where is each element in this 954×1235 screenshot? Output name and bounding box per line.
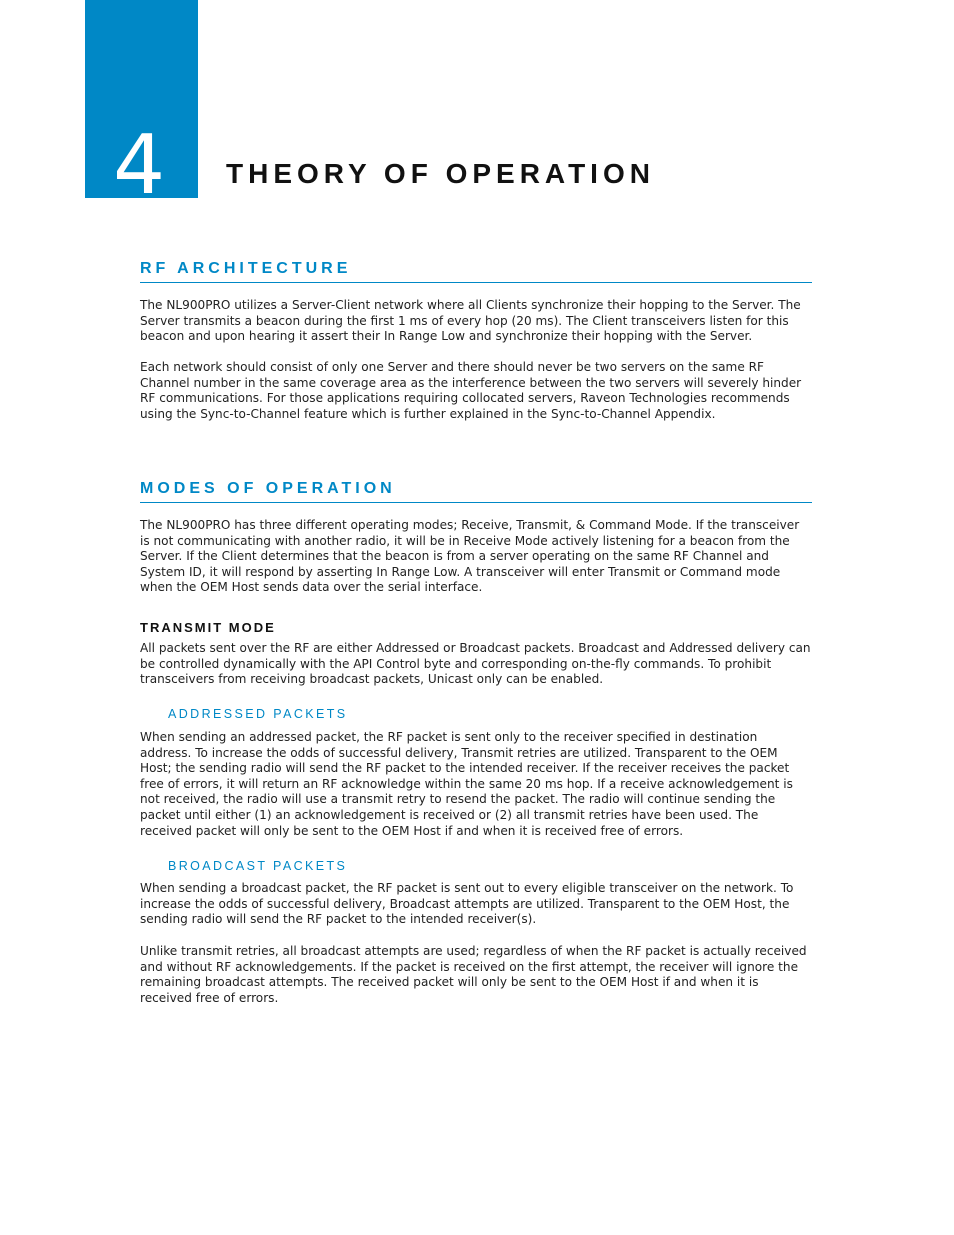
- section-heading-modes-of-operation: MODES OF OPERATION: [140, 480, 812, 503]
- paragraph-modes-of-operation-1: The NL900PRO has three different operating modes; Receive, Transmit, & Command Mode. If the transceiver is not communicating with another radio, it will be in Receive Mode actively listening for a beacon from the Server. If the Client determines that the beacon is from a server operating on the same RF Channel and System ID, it will respond by asserting In Range Low. A transceiver will enter Transmit or Command mode when the OEM Host sends data over the serial interface.: [140, 518, 800, 595]
- paragraph-broadcast-packets-2: Unlike transmit retries, all broadcast attempts are used; regardless of when the RF packet is actually received and without RF acknowledgements. If the packet is received on the first attempt, the receiver will ignore the remaining broadcast attempts. The received packet will only be sent to the OEM Host if and when it is received free of errors.: [140, 944, 807, 1005]
- subsubsection-heading-broadcast-packets: BROADCAST PACKETS: [168, 859, 348, 873]
- paragraph-transmit-mode-1: All packets sent over the RF are either Addressed or Broadcast packets. Broadcast and Addressed delivery can be controlled dynamically with the API Control byte and corresponding on-the-fly commands. To prohibit transceivers from receiving broadcast packets, Unicast only can be enabled.: [140, 641, 811, 687]
- chapter-title: THEORY OF OPERATION: [226, 158, 655, 189]
- chapter-number: 4: [113, 118, 164, 213]
- subsection-heading-transmit-mode: TRANSMIT MODE: [140, 620, 276, 635]
- paragraph-broadcast-packets-1: When sending a broadcast packet, the RF packet is sent out to every eligible transceiver on the network. To increase the odds of successful delivery, Broadcast attempts are utilized. Transparent to the OEM Host, the sending radio will send the RF packet to the intended receiver(s).: [140, 881, 794, 927]
- paragraph-rf-architecture-1: The NL900PRO utilizes a Server-Client network where all Clients synchronize their hopping to the Server. The Server transmits a beacon during the first 1 ms of every hop (20 ms). The Client transceivers listen for this beacon and upon hearing it assert their In Range Low and synchronize their hopping with the Server.: [140, 298, 801, 344]
- paragraph-rf-architecture-2: Each network should consist of only one Server and there should never be two servers on the same RF Channel number in the same coverage area as the interference between the two servers will severely hinder RF communications. For those applications requiring collocated servers, Raveon Technologies recommends using the Sync-to-Channel feature which is further explained in the Sync-to-Channel Appendix.: [140, 360, 802, 421]
- paragraph-addressed-packets-1: When sending an addressed packet, the RF packet is sent only to the receiver specified in destination address. To increase the odds of successful delivery, Transmit retries are utilized. Transparent to the OEM Host; the sending radio will send the RF packet to the intended receiver. If the receiver receives the packet free of errors, it will return an RF acknowledge within the same 20 ms hop. If a receive acknowledgement is not received, the radio will use a transmit retry to resend the packet. The radio will continue sending the packet until either (1) an acknowledgement is received or (2) all transmit retries have been used. The received packet will only be sent to the OEM Host if and when it is received free of errors.: [140, 730, 793, 838]
- subsubsection-heading-addressed-packets: ADDRESSED PACKETS: [168, 707, 348, 721]
- section-heading-rf-architecture: RF ARCHITECTURE: [140, 260, 812, 283]
